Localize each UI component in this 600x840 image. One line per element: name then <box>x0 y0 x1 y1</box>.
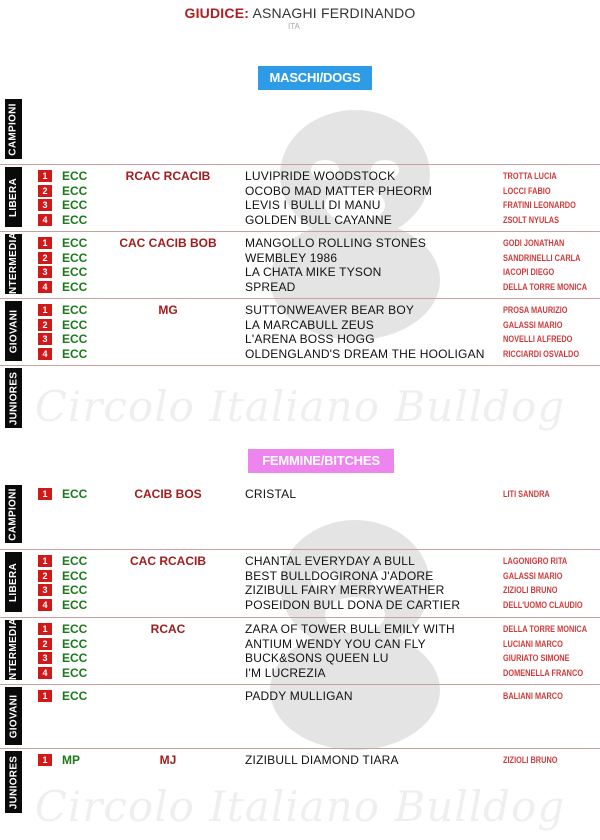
place-badge: 3 <box>38 333 52 345</box>
result-row <box>0 265 600 279</box>
class-tab-label: GIOVANI <box>8 309 19 353</box>
owner-name: GIURIATO SIMONE <box>503 653 570 663</box>
owner-name: FRATINI LEONARDO <box>503 200 576 210</box>
place-badge: 1 <box>38 170 52 182</box>
place-badge: 2 <box>38 252 52 264</box>
owner-name: GALASSI MARIO <box>503 570 563 581</box>
qualification: ECC <box>62 665 88 680</box>
class-tab-label: INTERMEDIA <box>8 617 20 683</box>
place-badge: 1 <box>38 488 52 500</box>
section-title-females: FEMMINE/BITCHES <box>248 449 394 473</box>
result-row <box>0 280 600 294</box>
dog-name: WEMBLEY 1986 <box>245 250 338 265</box>
qualification: ECC <box>62 597 88 612</box>
award-title: CACIB BOS <box>134 487 202 501</box>
class-group-intermedia <box>0 231 600 296</box>
qualification: ECC <box>62 689 88 703</box>
place-badge: 2 <box>38 638 52 650</box>
result-row <box>0 637 600 651</box>
owner-name: DELLA TORRE MONICA <box>503 624 588 634</box>
judge-line <box>0 5 600 21</box>
place-badge: 1 <box>38 690 52 702</box>
result-row <box>0 236 600 250</box>
judge-name: ASNAGHI FERDINANDO <box>252 5 416 21</box>
award-title: RCAC <box>150 622 186 636</box>
place-badge: 1 <box>38 623 52 635</box>
judge-label: GIUDICE: <box>184 5 250 21</box>
qualification: ECC <box>62 332 88 346</box>
owner-name: DELLA TORRE MONICA <box>503 281 588 292</box>
dog-name: I'M LUCREZIA <box>245 665 326 680</box>
class-tab-label: JUNIORES <box>8 755 19 809</box>
qualification: ECC <box>62 583 88 597</box>
qualification: ECC <box>62 169 88 183</box>
class-tab <box>5 368 22 428</box>
place-badge: 3 <box>38 199 52 211</box>
class-group-campioni <box>0 97 600 157</box>
place-badge: 1 <box>38 304 52 316</box>
dog-name: LEVIS I BULLI DI MANU <box>245 198 381 212</box>
result-row <box>0 251 600 265</box>
qualification: ECC <box>62 279 88 294</box>
result-row <box>0 347 600 361</box>
owner-name: DELL'UOMO CLAUDIO <box>503 599 583 610</box>
qualification: ECC <box>62 622 88 636</box>
dog-name: CHANTAL EVERYDAY A BULL <box>245 554 416 568</box>
dog-name: ZIZIBULL DIAMOND TIARA <box>245 753 399 767</box>
award-title: CAC RCACIB <box>130 554 206 568</box>
place-badge: 4 <box>38 599 52 611</box>
owner-name: ZIZIOLI BRUNO <box>503 755 558 765</box>
dog-name: BEST BULLDOGIRONA J'ADORE <box>245 568 434 583</box>
qualification: ECC <box>62 651 88 665</box>
qualification: ECC <box>62 636 88 651</box>
place-badge: 4 <box>38 214 52 226</box>
result-row <box>0 184 600 198</box>
qualification: ECC <box>62 487 88 501</box>
owner-name: LITI SANDRA <box>503 489 550 499</box>
class-tab-label: INTERMEDIA <box>8 231 20 297</box>
result-row <box>0 198 600 212</box>
class-group-giovani <box>0 298 600 363</box>
owner-name: NOVELLI ALFREDO <box>503 334 573 344</box>
class-group-giovani <box>0 684 600 745</box>
class-group-libera <box>0 164 600 229</box>
dog-name: MANGOLLO ROLLING STONES <box>245 236 427 250</box>
qualification: ECC <box>62 265 88 279</box>
owner-name: TROTTA LUCIA <box>503 171 557 181</box>
dog-name: BUCK&SONS QUEEN LU <box>245 651 389 665</box>
section-title-males: MASCHI/DOGS <box>258 66 372 90</box>
dog-name: CRISTAL <box>245 487 297 501</box>
dog-name: LUVIPRIDE WOODSTOCK <box>245 169 396 183</box>
qualification: ECC <box>62 303 88 317</box>
result-row <box>0 583 600 597</box>
class-tab-label: GIOVANI <box>8 694 19 738</box>
dog-name: SUTTONWEAVER BEAR BOY <box>245 303 415 317</box>
qualification: ECC <box>62 198 88 212</box>
class-tab-label: CAMPIONI <box>8 487 19 541</box>
class-group-libera <box>0 549 600 614</box>
owner-name: SANDRINELLI CARLA <box>503 252 581 263</box>
dog-name: ZARA OF TOWER BULL EMILY WITH <box>245 622 455 636</box>
owner-name: LAGONIGRO RITA <box>503 556 568 566</box>
result-row <box>0 598 600 612</box>
place-badge: 1 <box>38 754 52 766</box>
owner-name: GALASSI MARIO <box>503 319 563 330</box>
dog-name: LA CHATA MIKE TYSON <box>245 265 382 279</box>
award-title: RCAC RCACIB <box>125 169 211 183</box>
award-title: MJ <box>159 753 177 767</box>
class-tab-label: CAMPIONI <box>8 102 19 156</box>
owner-name: RICCIARDI OSVALDO <box>503 348 580 359</box>
judge-country: ITA <box>288 22 300 31</box>
dog-name: ANTIUM WENDY YOU CAN FLY <box>245 636 426 651</box>
award-title: CAC CACIB BOB <box>119 236 217 250</box>
owner-name: ZIZIOLI BRUNO <box>503 585 558 595</box>
result-row <box>0 569 600 583</box>
place-badge: 3 <box>38 652 52 664</box>
dog-name: ZIZIBULL FAIRY MERRYWEATHER <box>245 583 445 597</box>
class-group-intermedia <box>0 617 600 682</box>
place-badge: 4 <box>38 348 52 360</box>
dog-name: OLDENGLAND'S DREAM THE HOOLIGAN <box>245 346 485 361</box>
class-tab-label: LIBERA <box>8 177 19 217</box>
owner-name: IACOPI DIEGO <box>503 267 555 277</box>
result-row <box>0 318 600 332</box>
result-row <box>0 622 600 636</box>
place-badge: 1 <box>38 237 52 249</box>
qualification: ECC <box>62 250 88 265</box>
qualification: ECC <box>62 554 88 568</box>
qualification: ECC <box>62 212 88 227</box>
place-badge: 2 <box>38 319 52 331</box>
class-group-juniores <box>0 365 600 430</box>
owner-name: LOCCI FABIO <box>503 185 551 196</box>
qualification: ECC <box>62 317 88 332</box>
class-tab-label: JUNIORES <box>8 371 19 425</box>
place-badge: 2 <box>38 185 52 197</box>
result-row <box>0 169 600 183</box>
class-group-campioni <box>0 483 600 545</box>
dog-name: L'ARENA BOSS HOGG <box>245 332 375 346</box>
result-row <box>0 689 600 703</box>
dog-name: OCOBO MAD MATTER PHEORM <box>245 183 433 198</box>
result-row <box>0 554 600 568</box>
class-tab-label: LIBERA <box>8 562 19 602</box>
dog-name: SPREAD <box>245 279 296 294</box>
owner-name: BALIANI MARCO <box>503 691 563 701</box>
club-watermark-text: Circolo Italiano Bulldog <box>34 782 566 831</box>
class-group-juniores <box>0 748 600 815</box>
qualification: ECC <box>62 236 88 250</box>
owner-name: LUCIANI MARCO <box>503 638 563 649</box>
result-row <box>0 753 600 767</box>
result-row <box>0 666 600 680</box>
qualification: ECC <box>62 568 88 583</box>
dog-name: GOLDEN BULL CAYANNE <box>245 212 392 227</box>
judge-header <box>0 5 600 21</box>
result-row <box>0 303 600 317</box>
place-badge: 2 <box>38 570 52 582</box>
dog-name: LA MARCABULL ZEUS <box>245 317 374 332</box>
result-row <box>0 651 600 665</box>
qualification: ECC <box>62 183 88 198</box>
dog-name: PADDY MULLIGAN <box>245 689 353 703</box>
club-watermark-text: Circolo Italiano Bulldog <box>34 382 566 431</box>
owner-name: PROSA MAURIZIO <box>503 305 568 315</box>
result-row <box>0 487 600 501</box>
place-badge: 1 <box>38 555 52 567</box>
result-row <box>0 213 600 227</box>
dog-name: POSEIDON BULL DONA DE CARTIER <box>245 597 461 612</box>
owner-name: ZSOLT NYULAS <box>503 214 560 225</box>
place-badge: 3 <box>38 584 52 596</box>
owner-name: GODI JONATHAN <box>503 238 565 248</box>
place-badge: 3 <box>38 266 52 278</box>
qualification: ECC <box>62 346 88 361</box>
class-tab <box>5 99 22 159</box>
result-row <box>0 332 600 346</box>
award-title: MG <box>158 303 178 317</box>
owner-name: DOMENELLA FRANCO <box>503 667 584 678</box>
place-badge: 4 <box>38 281 52 293</box>
qualification: MP <box>62 753 80 767</box>
place-badge: 4 <box>38 667 52 679</box>
